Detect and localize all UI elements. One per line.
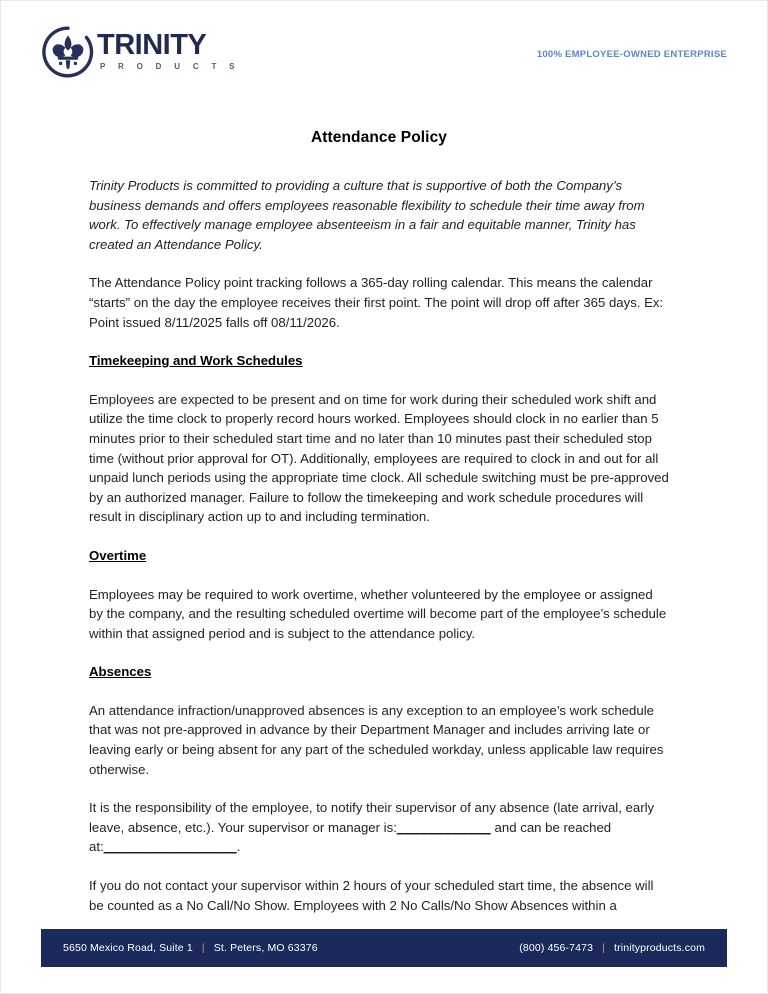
- company-logo: [41, 25, 240, 79]
- footer-separator-right: |: [602, 942, 606, 954]
- supervisor-contact-paragraph: [89, 798, 669, 857]
- footer-contact: [519, 942, 705, 954]
- page-footer: [41, 929, 727, 967]
- footer-address: [63, 942, 318, 954]
- logo-title: TRINITY: [97, 29, 207, 61]
- section-heading-timekeeping: Timekeeping and Work Schedules: [89, 353, 303, 369]
- page-header: [41, 25, 727, 87]
- page-title: Attendance Policy: [310, 129, 448, 146]
- logo-wordmark: [97, 31, 240, 73]
- overtime-paragraph: Employees may be required to work overtime, whether volunteered by the employee or assigned by the company, and the resulting scheduled overtime will become part of the employee’s schedule within that assigned period and is subject to the attendance policy.: [89, 586, 667, 641]
- timekeeping-paragraph: Employees are expected to be present and on time for work during their scheduled work shift and utilize the time clock to properly record hours worked. Employees should clock in no earlier than 5 minutes prior to their scheduled start time and no later than 10 minutes past their scheduled stop time (without prior approval for OT). Additionally, employees are required to clock in and out for all unpaid lunch periods using the appropriate time clock. All schedule switching must be pre-approved by an authorized manager. Failure to follow the timekeeping and work schedule procedures will result in disciplinary action up to and including termination.: [89, 391, 669, 525]
- employee-owned-tagline: 100% EMPLOYEE-OWNED ENTERPRISE: [536, 49, 727, 60]
- footer-separator-left: |: [201, 942, 205, 954]
- absences-definition-paragraph: An attendance infraction/unapproved absences is any exception to an employee’s work schedule that was not pre-approved in advance by their Department Manager and includes arriving late or leaving early or being absent for any part of the scheduled workday, unless applicable law requires otherwise.: [89, 702, 664, 777]
- fleur-de-lis-icon: [41, 25, 95, 79]
- footer-city-state-zip: St. Peters, MO 63376: [213, 942, 318, 954]
- footer-website[interactable]: trinityproducts.com: [614, 942, 705, 954]
- section-heading-overtime: Overtime: [89, 547, 147, 563]
- section-heading-absences: Absences: [89, 664, 152, 680]
- supervisor-name-blank[interactable]: ____________: [396, 819, 491, 835]
- logo-subtitle: P R O D U C T S: [100, 62, 240, 71]
- document-body: [89, 129, 669, 934]
- point-tracking-paragraph: The Attendance Policy point tracking follows a 365-day rolling calendar. This means the calendar “starts” on the day the employee receives their first point. The point will drop off after 365 days. Ex: Point issued 8/11/2025 falls off 08/11/2026.: [89, 275, 664, 330]
- footer-phone[interactable]: (800) 456-7473: [519, 942, 594, 954]
- no-call-no-show-paragraph: If you do not contact your supervisor within 2 hours of your scheduled start time, the absence will be counted as a No Call/No Show. Employees with 2 No Calls/No Show Absences within a: [89, 878, 654, 913]
- supervisor-contact-text-3: .: [236, 839, 241, 855]
- intro-paragraph: Trinity Products is committed to providing a culture that is supportive of both the Company’s business demands and offers employees reasonable flexibility to schedule their time away from work. To effectively manage employee absenteeism in a fair and equitable manner, Trinity has created an Attendance Policy.: [89, 178, 645, 252]
- supervisor-contact-blank[interactable]: _________________: [103, 839, 237, 855]
- supervisor-contact-text-2: and can be reached at:: [89, 819, 612, 855]
- supervisor-contact-text-1: It is the responsibility of the employee, to notify their supervisor of any absence (late arrival, early leave, absence, etc.). Your supervisor or manager is:: [89, 800, 655, 835]
- footer-street: 5650 Mexico Road, Suite 1: [63, 942, 193, 954]
